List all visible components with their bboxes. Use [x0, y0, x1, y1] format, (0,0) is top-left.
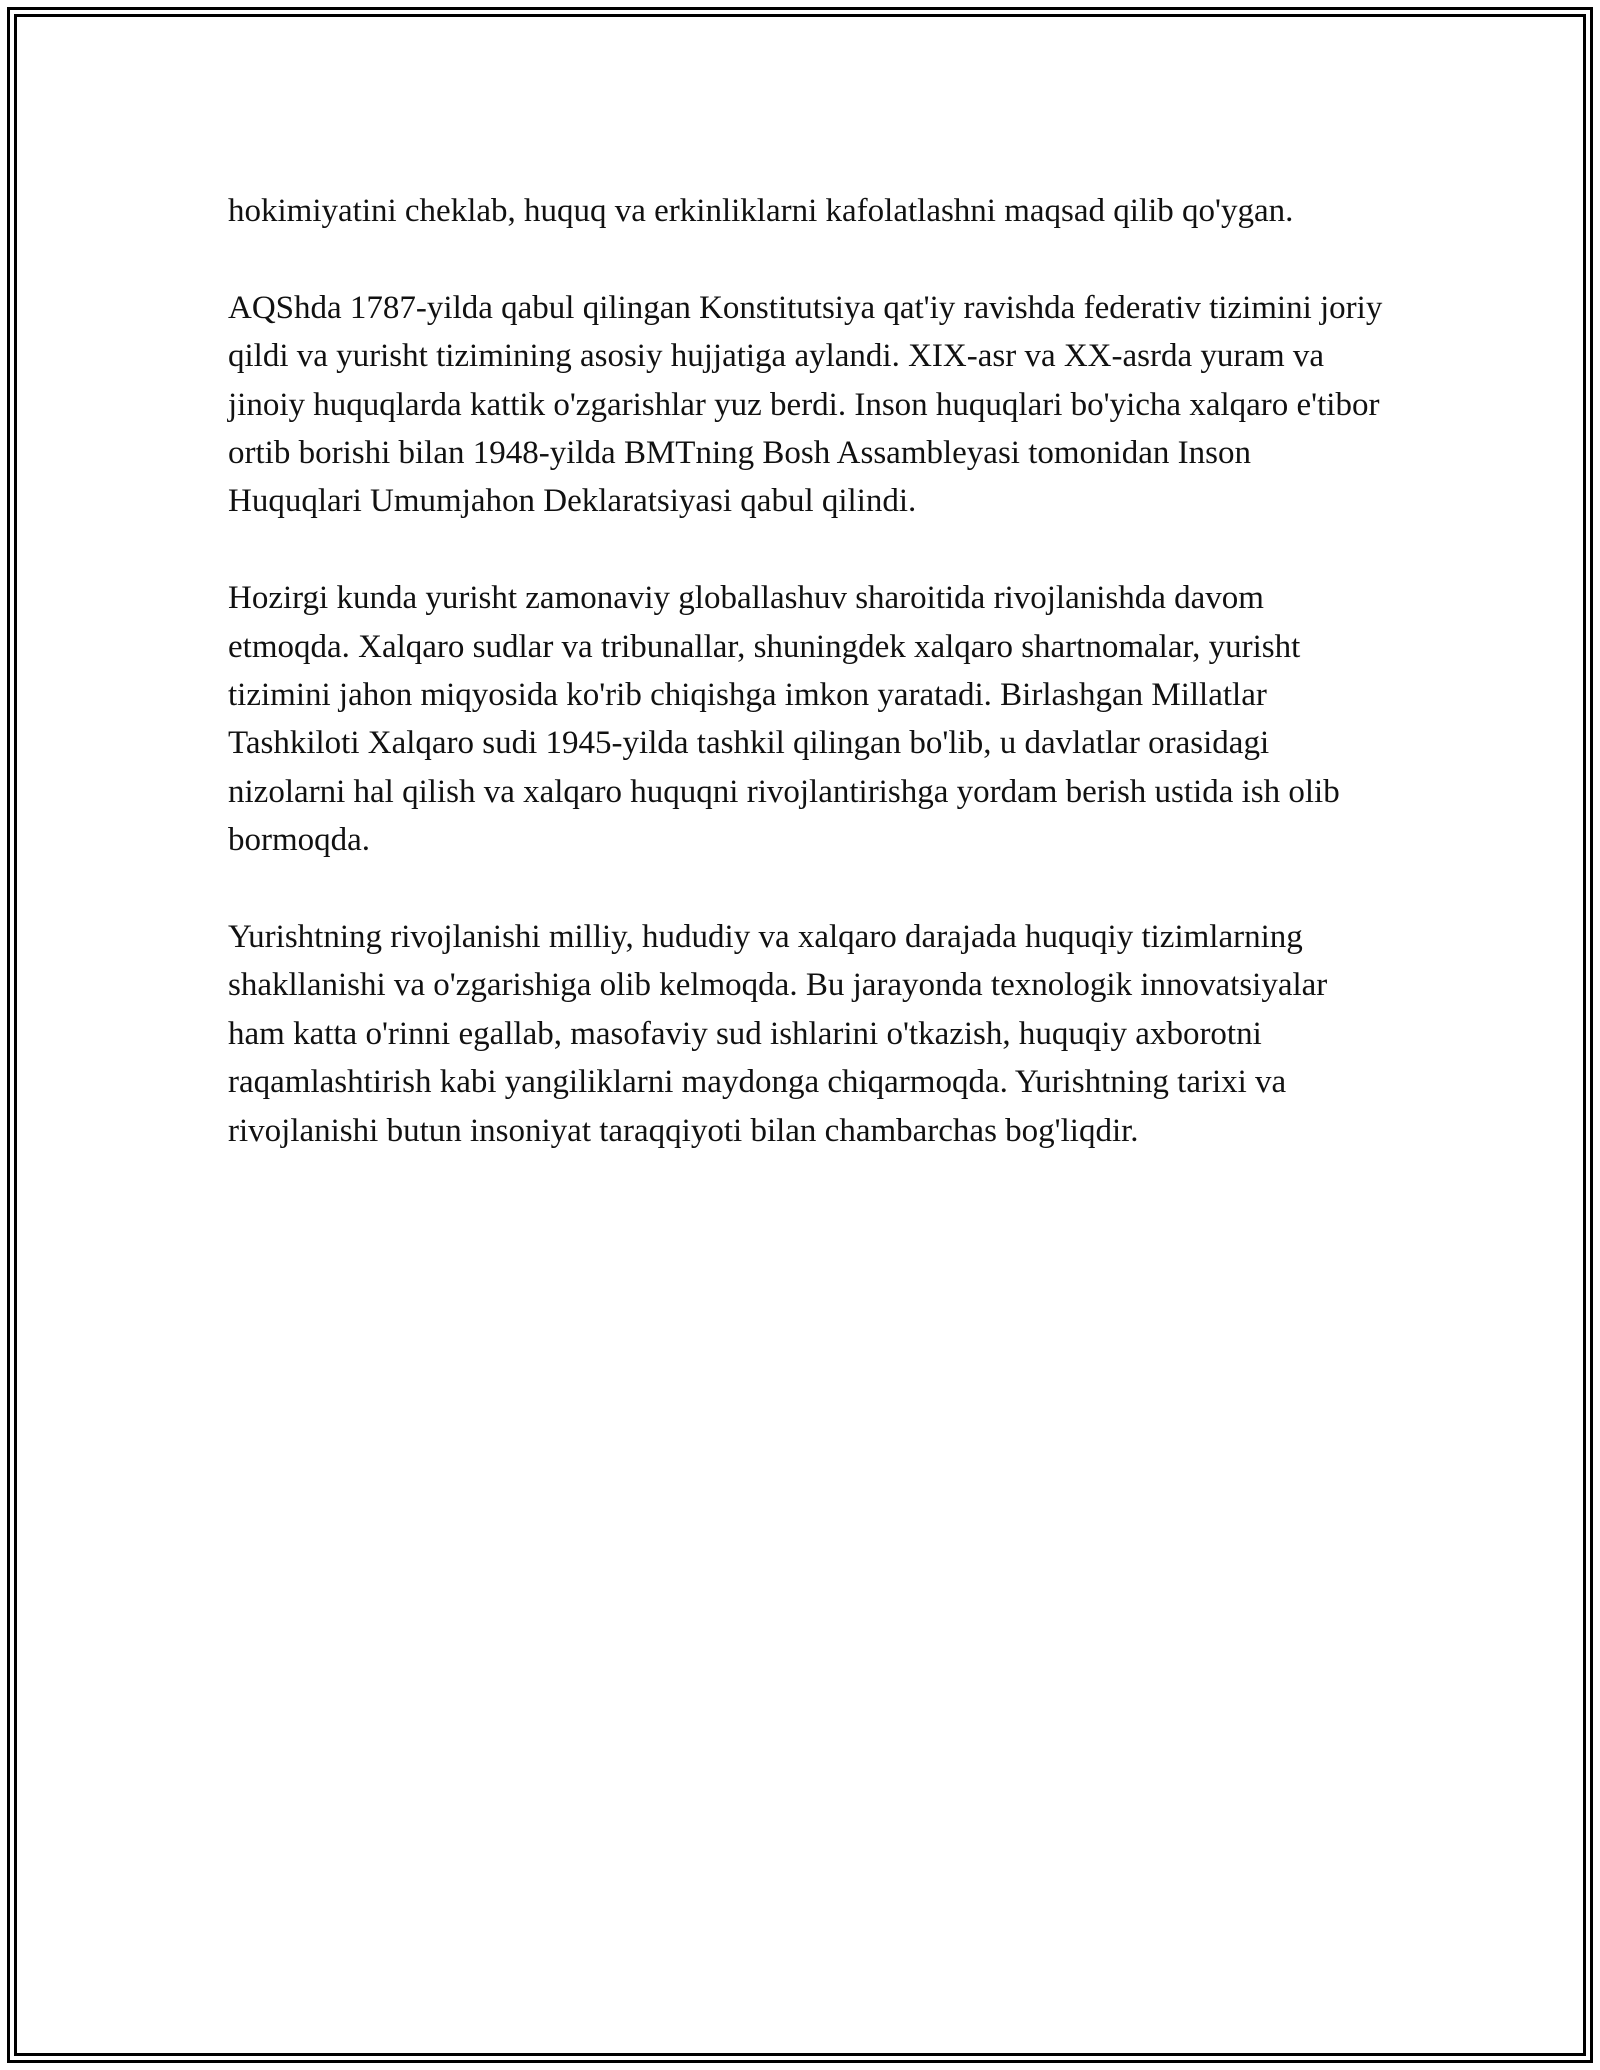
document-body — [228, 187, 1388, 1203]
paragraph-4: Yurishtning rivojlanishi milliy, hududiy va xalqaro darajada huquqiy tizimlarning shakllanishi va o'zgarishiga olib kelmoqda. Bu jarayonda texnologik innovatsiyalar ham katta o'rinni egallab, masofaviy sud ishlarini o'tkazish, huquqiy axborotni raqamlashtirish kabi yangiliklarni maydonga chiqarmoqda. Yurishtning tarixi va rivojlanishi butun insoniyat taraqqiyoti bilan chambarchas bog'liqdir. — [228, 919, 1328, 1149]
paragraph-2: AQShda 1787-yilda qabul qilingan Konstitutsiya qat'iy ravishda federativ tizimini joriy qildi va yurisht tizimining asosiy hujjatiga aylandi. XIX-asr va XX-asrda yuram va jinoiy huquqlarda kattik o'zgarishlar yuz berdi. Inson huquqlari bo'yicha xalqaro e'tibor ortib borishi bilan 1948-yilda BMTning Bosh Assambleyasi tomonidan Inson Huquqlari Umumjahon Deklaratsiyasi qabul qilindi. — [228, 289, 1383, 520]
paragraph-1: hokimiyatini cheklab, huquq va erkinliklarni kafolatlashni maqsad qilib qo'ygan. — [228, 193, 1294, 229]
paragraph-3: Hozirgi kunda yurisht zamonaviy globallashuv sharoitida rivojlanishda davom etmoqda. Xalqaro sudlar va tribunallar, shuningdek xalqaro shartnomalar, yurisht tizimini jahon miqyosida ko'rib chiqishga imkon yaratadi. Birlashgan Millatlar Tashkiloti Xalqaro sudi 1945-yilda tashkil qilingan bo'lib, u davlatlar orasidagi nizolarni hal qilish va xalqaro huquqni rivojlantirishga yordam berish ustida ish olib bormoqda. — [228, 580, 1340, 859]
